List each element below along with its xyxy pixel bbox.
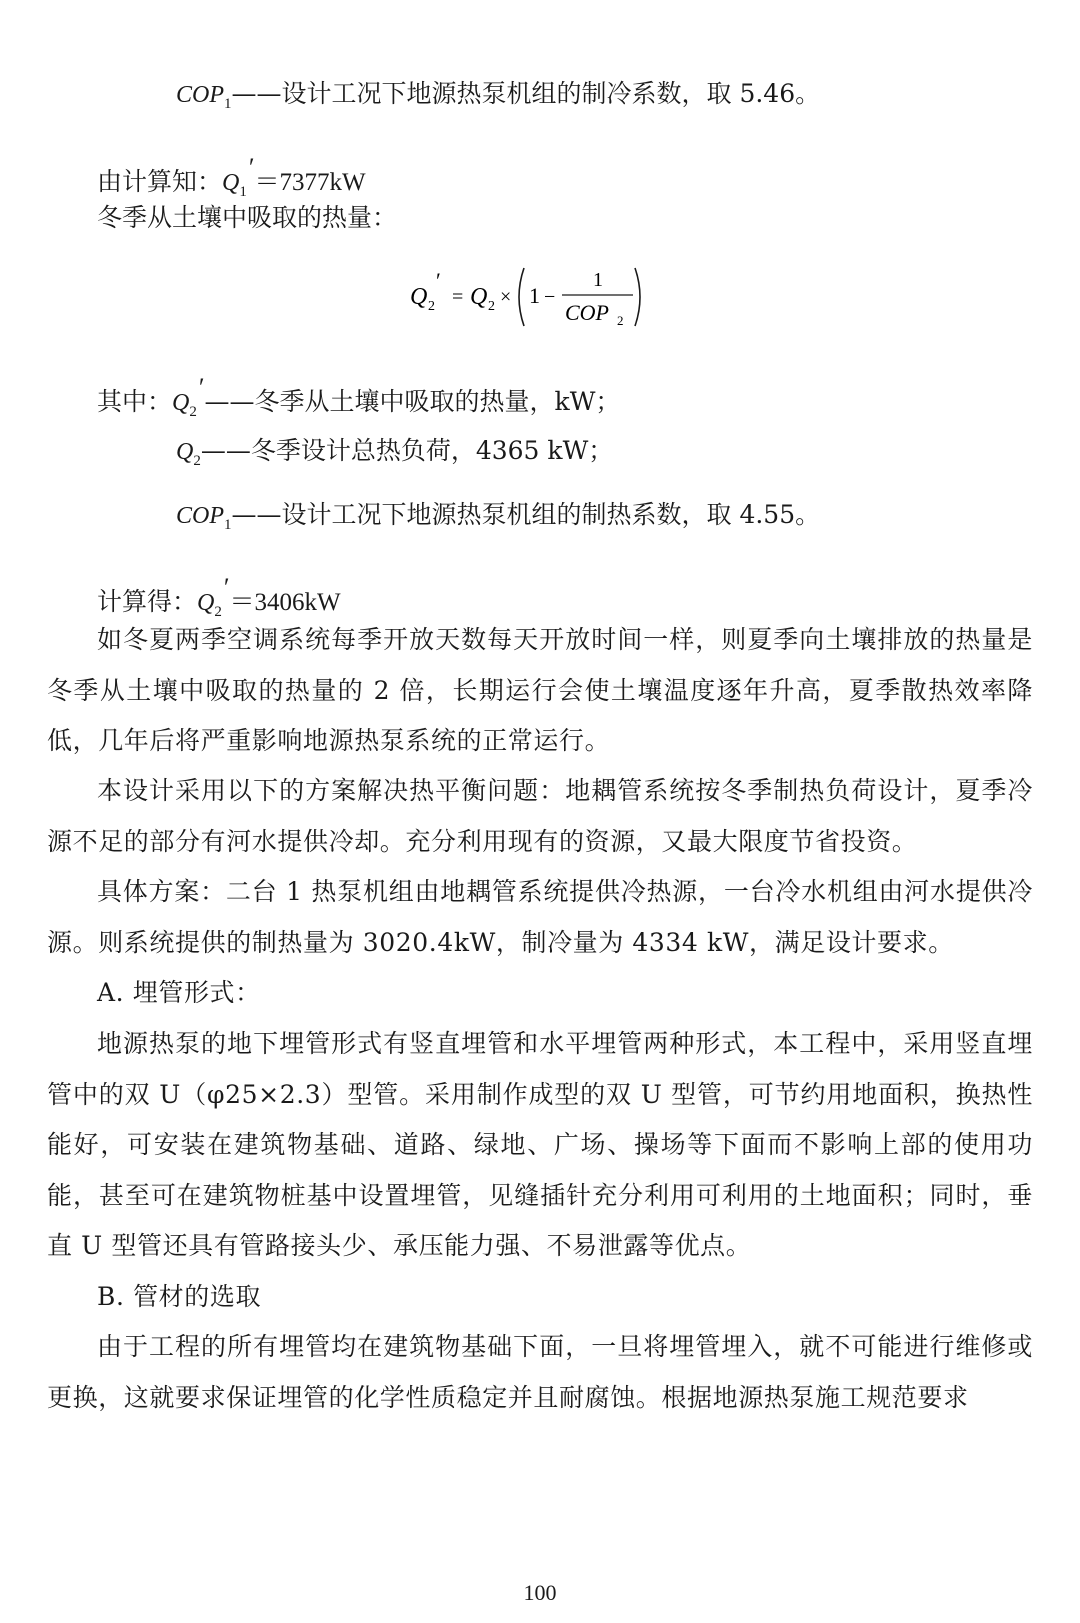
- em-dash: ——: [231, 500, 282, 529]
- paragraph-design-scheme: 本设计采用以下的方案解决热平衡问题：地耦管系统按冬季制热负荷设计，夏季冷源不足的部分有河水提供冷却。充分利用现有的资源，又最大限度节省投资。: [47, 776, 1033, 856]
- definition-text: 冬季设计总热负荷，4365 kW；: [250, 436, 614, 465]
- paragraph-specific-scheme: 具体方案：二台 1 热泵机组由地耦管系统提供冷热源，一台冷水机组由河水提供冷源。则系统提供的制热量为 3020.4kW，制冷量为 4334 kW，满足设计要求。: [47, 877, 1033, 957]
- cop-symbol: COP: [176, 503, 224, 529]
- cop-subscript: 1: [224, 517, 232, 533]
- em-dash: ——: [200, 436, 251, 465]
- prime-mark: ′: [198, 373, 205, 402]
- formula-left-paren: [519, 268, 524, 326]
- cop1-cooling-definition: [176, 76, 820, 122]
- heat-extraction-formula: [410, 262, 670, 332]
- winter-heat-heading: 冬季从土壤中吸取的热量：: [97, 203, 398, 232]
- formula-lhs-sub: 2: [428, 299, 435, 314]
- prime-mark: ′: [223, 573, 230, 602]
- formula-minus: −: [544, 286, 556, 308]
- page-number: 100: [523, 1580, 557, 1605]
- cop-subscript: 1: [224, 96, 232, 112]
- formula-denominator: COP: [565, 300, 609, 325]
- cop-symbol: COP: [176, 82, 224, 108]
- definition-text: 冬季从土壤中吸取的热量，kW；: [254, 387, 621, 416]
- q-symbol: Q: [172, 390, 190, 416]
- em-dash: ——: [231, 79, 282, 108]
- q-symbol: Q: [222, 170, 240, 196]
- formula-numerator: 1: [593, 269, 603, 291]
- paragraph-pipe-form: 地源热泵的地下埋管形式有竖直埋管和水平埋管两种形式，本工程中，采用竖直埋管中的双 U（φ25×2.3）型管。采用制作成型的双 U 型管，可节约用地面积，换热性能好，可安装在建筑物基础、道路、绿地、广场、操场等下面而不影响上部的使用功能，甚至可在建筑物桩基中设置埋管，见缝插针充分利用可利用的土地面积；同时，垂直 U 型管还具有管路接头少、承压能力强、不易泄露等优点。: [47, 1029, 1033, 1260]
- q-symbol: Q: [176, 439, 194, 465]
- q-subscript: 2: [214, 604, 222, 620]
- q-subscript: 1: [239, 184, 247, 200]
- section-heading-a: A. 埋管形式：: [97, 978, 261, 1007]
- formula-right-paren: [635, 268, 640, 326]
- calc-label: 由计算知：: [97, 167, 223, 196]
- formula-rhs-sub: 2: [488, 299, 495, 314]
- definition-text: 设计工况下地源热泵机组的制冷系数，取 5.46。: [281, 79, 821, 108]
- formula-one: 1: [529, 283, 540, 308]
- formula-denominator-sub: 2: [617, 313, 624, 328]
- calc-value: ＝3406kW: [229, 589, 341, 616]
- where-q2-prime: [97, 370, 620, 430]
- q2-definition: [176, 433, 613, 479]
- prime-mark: ′: [248, 153, 255, 182]
- section-heading-b: B. 管材的选取: [97, 1282, 262, 1311]
- calc-label: 计算得：: [97, 587, 198, 616]
- definition-text: 设计工况下地源热泵机组的制热系数，取 4.55。: [281, 500, 821, 529]
- formula-times: ×: [500, 286, 512, 308]
- q-symbol: Q: [197, 590, 215, 616]
- formula-prime: ′: [436, 268, 441, 293]
- cop1-heating-definition: [176, 497, 820, 543]
- q-subscript: 2: [193, 453, 201, 469]
- q-subscript: 2: [189, 404, 197, 420]
- paragraph-heat-balance: 如冬夏两季空调系统每季开放天数每天开放时间一样，则夏季向土壤排放的热量是冬季从土壤中吸取的热量的 2 倍，长期运行会使土壤温度逐年升高，夏季散热效率降低，几年后将严重影响地源热泵系统的正常运行。: [47, 625, 1033, 755]
- em-dash: ——: [204, 387, 255, 416]
- paragraph-pipe-material: 由于工程的所有埋管均在建筑物基础下面，一旦将埋管埋入，就不可能进行维修或更换，这就要求保证埋管的化学性质稳定并且耐腐蚀。根据地源热泵施工规范要求: [47, 1332, 1033, 1412]
- formula-lhs: Q: [410, 284, 428, 310]
- formula-equals: =: [452, 286, 464, 308]
- calc-value: ＝7377kW: [254, 169, 366, 196]
- formula-rhs: Q: [470, 284, 488, 310]
- where-label: 其中：: [97, 387, 173, 416]
